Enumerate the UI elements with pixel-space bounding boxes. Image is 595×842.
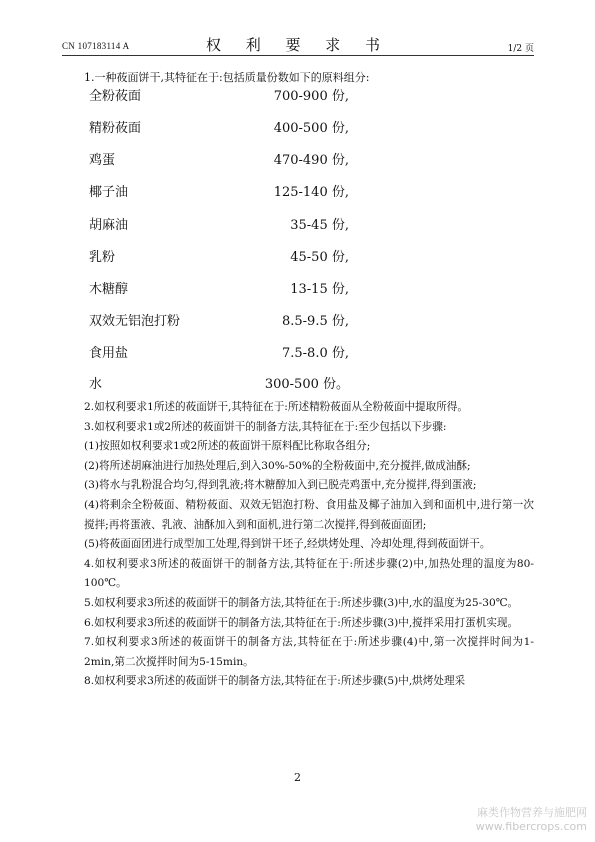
claim-8: 8.如权利要求3所述的莜面饼干的制备方法,其特征在于:所述步骤(5)中,烘烤处理采 [84,675,466,688]
ingredient-amount: 470-490 份, [273,153,349,168]
step-2: (2)将所述胡麻油进行加热处理后,到入30%-50%的全粉莜面中,充分搅拌,做成油酥; [84,459,471,472]
ingredient-name: 乳粉 [89,250,116,265]
claim-3: 3.如权利要求1或2所述的莜面饼干的制备方法,其特征在于:至少包括以下步骤: [84,420,447,433]
claim-5: 5.如权利要求3所述的莜面饼干的制备方法,其特征在于:所述步骤(3)中,水的温度为25-30℃。 [84,596,519,609]
claim-7: 7.如权利要求3所述的莜面饼干的制备方法,其特征在于:所述步骤(4)中,第一次搅拌时间为1-2min,第二次搅拌时间为5-15min。 [84,636,534,668]
ingredient-amount: 700-900 份, [273,89,349,104]
ingredient-amount: 45-50 份, [290,250,349,265]
ingredient-amount: 125-140 份, [273,185,349,200]
site-watermark [476,806,587,834]
ingredient-name: 胡麻油 [89,218,129,233]
header-rule [62,55,534,56]
watermark-url: www.fibercrops.com [475,820,587,833]
step-3: (3)将水与乳粉混合均匀,得到乳液;将木糖醇加入到已脱壳鸡蛋中,充分搅拌,得到蛋液; [84,479,477,492]
document-title: 权 利 要 求 书 [205,36,391,54]
claim-6: 6.如权利要求3所述的莜面饼干的制备方法,其特征在于:所述步骤(3)中,搅拌采用打蛋机实现。 [84,616,519,629]
claim-4: 4.如权利要求3所述的莜面饼干的制备方法,其特征在于:所述步骤(2)中,加热处理的温度为80-100℃。 [84,557,534,590]
claims-body [84,398,534,692]
ingredient-amount: 7.5-8.0 份, [281,346,349,361]
claim-2: 2.如权利要求1所述的莜面饼干,其特征在于:所述精粉莜面从全粉莜面中提取所得。 [84,401,468,413]
ingredient-amount: 13-15 份, [290,282,349,297]
step-1: (1)按照如权利要求1或2所述的莜面饼干原料配比称取各组分; [84,440,371,453]
ingredient-name: 鸡蛋 [89,153,116,168]
ingredient-name: 双效无铝泡打粉 [89,314,181,329]
ingredient-amount: 35-45 份, [290,218,349,233]
ingredient-name: 木糖醇 [89,282,129,297]
ingredient-amount: 400-500 份, [273,121,349,136]
claim-1-intro: 1.一种莜面饼干,其特征在于:包括质量份数如下的原料组分: [84,71,370,84]
publication-number: CN 107183114 A [62,41,130,51]
step-4: (4)将剩余全粉莜面、精粉莜面、双效无铝泡打粉、食用盐及椰子油加入到和面机中,进行第一次搅拌;再将蛋液、乳液、油酥加入到和面机,进行第二次搅拌,得到莜面面团; [84,498,534,531]
ingredient-amount: 300-500 份。 [264,377,349,392]
ingredient-name: 水 [89,377,103,392]
page-indicator: 1/2 页 [507,44,534,54]
ingredient-name: 食用盐 [89,346,129,361]
ingredient-name: 精粉莜面 [89,121,142,136]
page-number: 2 [294,771,301,784]
watermark-title: 麻类作物营养与施肥网 [477,806,587,819]
ingredient-amount: 8.5-9.5 份, [281,314,349,329]
step-5: (5)将莜面面团进行成型加工处理,得到饼干坯子,经烘烤处理、冷却处理,得到莜面饼干。 [84,538,491,551]
ingredient-name: 椰子油 [89,185,129,200]
page-header [62,30,534,54]
ingredient-name: 全粉莜面 [89,89,142,104]
